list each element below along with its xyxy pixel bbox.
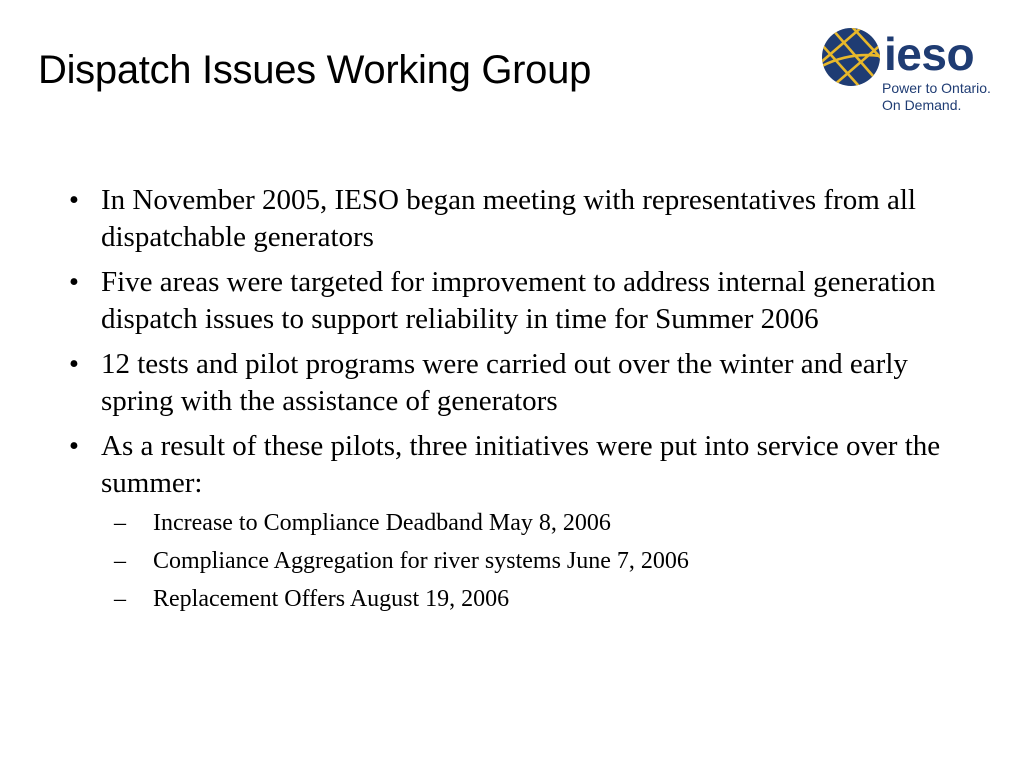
globe-grid-icon (820, 26, 882, 88)
bullet-item (64, 428, 984, 618)
logo-wordmark: ieso (884, 28, 975, 80)
slide-title: Dispatch Issues Working Group (38, 48, 592, 92)
sub-bullet-marker: – (114, 510, 126, 536)
sub-bullet-text: Compliance Aggregation for river systems June 7, 2006 (153, 548, 689, 574)
bullet-list (64, 182, 984, 626)
sub-bullet-item (108, 504, 984, 542)
bullet-text: In November 2005, IESO began meeting with representatives from all dispatchable generators (101, 184, 916, 253)
sub-bullet-marker: – (114, 548, 126, 574)
sub-bullet-text: Increase to Compliance Deadband May 8, 2006 (153, 510, 611, 536)
bullet-marker: • (68, 430, 80, 462)
bullet-text: 12 tests and pilot programs were carried out over the winter and early spring with the assistance of generators (101, 348, 908, 417)
bullet-item (64, 346, 984, 420)
sub-bullet-text: Replacement Offers August 19, 2006 (153, 586, 510, 612)
sub-bullet-marker: – (114, 586, 126, 612)
bullet-text: As a result of these pilots, three initiatives were put into service over the summer: (101, 430, 941, 499)
bullet-item (64, 182, 984, 256)
bullet-marker: • (68, 348, 80, 380)
bullet-text: Five areas were targeted for improvement to address internal generation dispatch issues to support reliability in time for Summer 2006 (101, 266, 936, 335)
bullet-item (64, 264, 984, 338)
sub-bullet-item (108, 542, 984, 580)
logo-tagline-line2: On Demand. (882, 97, 962, 113)
logo-tagline (882, 80, 991, 114)
bullet-marker: • (68, 266, 80, 298)
logo-tagline-line1: Power to Ontario. (882, 80, 991, 96)
bullet-marker: • (68, 184, 80, 216)
ieso-logo (818, 24, 1018, 124)
sub-bullet-list (101, 504, 984, 618)
sub-bullet-item (108, 580, 984, 618)
